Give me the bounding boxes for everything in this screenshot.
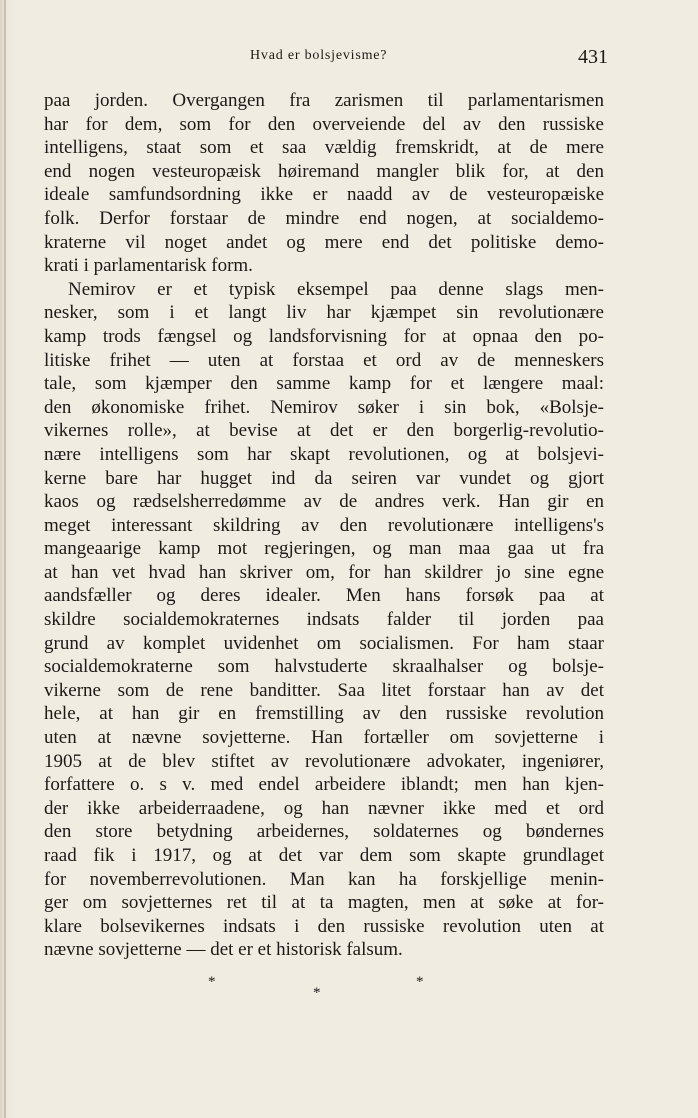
text-line: krati i parlamentarisk form. <box>44 255 253 277</box>
text-line: litiske frihet — uten at forstaa et ord av de menneskers <box>44 349 604 371</box>
text-line: ideale samfundsordning ikke er naadd av de vesteuropæiske <box>44 184 604 206</box>
text-line: skildre socialdemokraternes indsats falder til jorden paa <box>44 609 604 631</box>
text-line: den store betydning arbeidernes, soldaternes og bøndernes <box>44 821 604 843</box>
text-line: kraterne vil noget andet og mere end det politiske demo- <box>44 231 604 253</box>
text-line: klare bolsevikernes indsats i den russiske revolution uten at <box>44 915 604 937</box>
text-line: 1905 at de blev stiftet av revolutionære advokater, ingeniører, <box>44 750 604 772</box>
page-binding-edge <box>4 0 6 1118</box>
text-line: vikernes rolle», at bevise at det er den borgerlig-revolutio- <box>44 420 604 442</box>
body-text <box>44 89 604 962</box>
text-line: vikerne som de rene banditter. Saa litet forstaar han av det <box>44 679 604 701</box>
text-line: den økonomiske frihet. Nemirov søker i sin bok, «Bolsje- <box>44 396 604 418</box>
text-line: har for dem, som for den overveiende del av den russiske <box>44 113 604 135</box>
section-break-asterisk: * <box>208 974 216 990</box>
text-line: folk. Derfor forstaar de mindre end nogen, at socialdemo- <box>44 207 604 229</box>
text-line: nesker, som i et langt liv har kjæmpet sin revolutionære <box>44 302 604 324</box>
text-line: at han vet hvad han skriver om, for han skildrer jo sine egne <box>44 561 604 583</box>
text-line: tale, som kjæmper den samme kamp for et længere maal: <box>44 373 604 395</box>
text-line: raad fik i 1917, og at det var dem som skapte grundlaget <box>44 845 604 866</box>
text-line: aandsfæller og deres idealer. Men hans forsøk paa at <box>44 585 604 607</box>
section-break-asterisk: * <box>313 985 321 1001</box>
text-line: uten at nævne sovjetterne. Han fortæller om sovjetterne i <box>44 727 604 749</box>
text-line: kaos og rædselsherredømme av de andres verk. Han gir en <box>44 491 604 513</box>
text-line: kamp trods fængsel og landsforvisning for at opnaa den po- <box>44 325 604 347</box>
text-line: nævne sovjetterne — det er et historisk falsum. <box>44 939 403 961</box>
text-line: end nogen vesteuropæisk høiremand mangler blik for, at den <box>44 160 604 182</box>
text-line: der ikke arbeiderraadene, og han nævner ikke med et ord <box>44 797 604 819</box>
text-line: mangeaarige kamp mot regjeringen, og man maa gaa ut fra <box>44 538 604 560</box>
text-line: forfattere o. s v. med endel arbeidere iblandt; men han kjen- <box>44 774 604 796</box>
text-line: socialdemokraterne som halvstuderte skraalhalser og bolsje- <box>44 656 604 678</box>
text-line: nære intelligens som har skapt revolutionen, og at bolsjevi- <box>44 443 604 465</box>
section-break-asterisk: * <box>416 974 424 990</box>
text-line: paa jorden. Overgangen fra zarismen til parlamentarismen <box>44 90 604 111</box>
text-line: ger om sovjetternes ret til at ta magten, men at søke at for- <box>44 892 604 914</box>
paragraph-start-line: Nemirov er et typisk eksempel paa denne slags men- <box>68 278 604 300</box>
text-line: kerne bare har hugget ind da seiren var vundet og gjort <box>44 467 604 489</box>
running-title: Hvad er bolsjevisme? <box>250 48 388 63</box>
page-number: 431 <box>578 46 608 68</box>
text-line: intelligens, staat som et saa vældig fremskridt, at de mere <box>44 137 604 159</box>
text-line: hele, at han gir en fremstilling av den russiske revolution <box>44 703 604 725</box>
text-line: for novemberrevolutionen. Man kan ha forskjellige menin- <box>44 868 604 890</box>
text-line: grund av komplet uvidenhet om socialismen. For ham staar <box>44 632 604 654</box>
text-line: meget interessant skildring av den revolutionære intelligens's <box>44 514 604 536</box>
